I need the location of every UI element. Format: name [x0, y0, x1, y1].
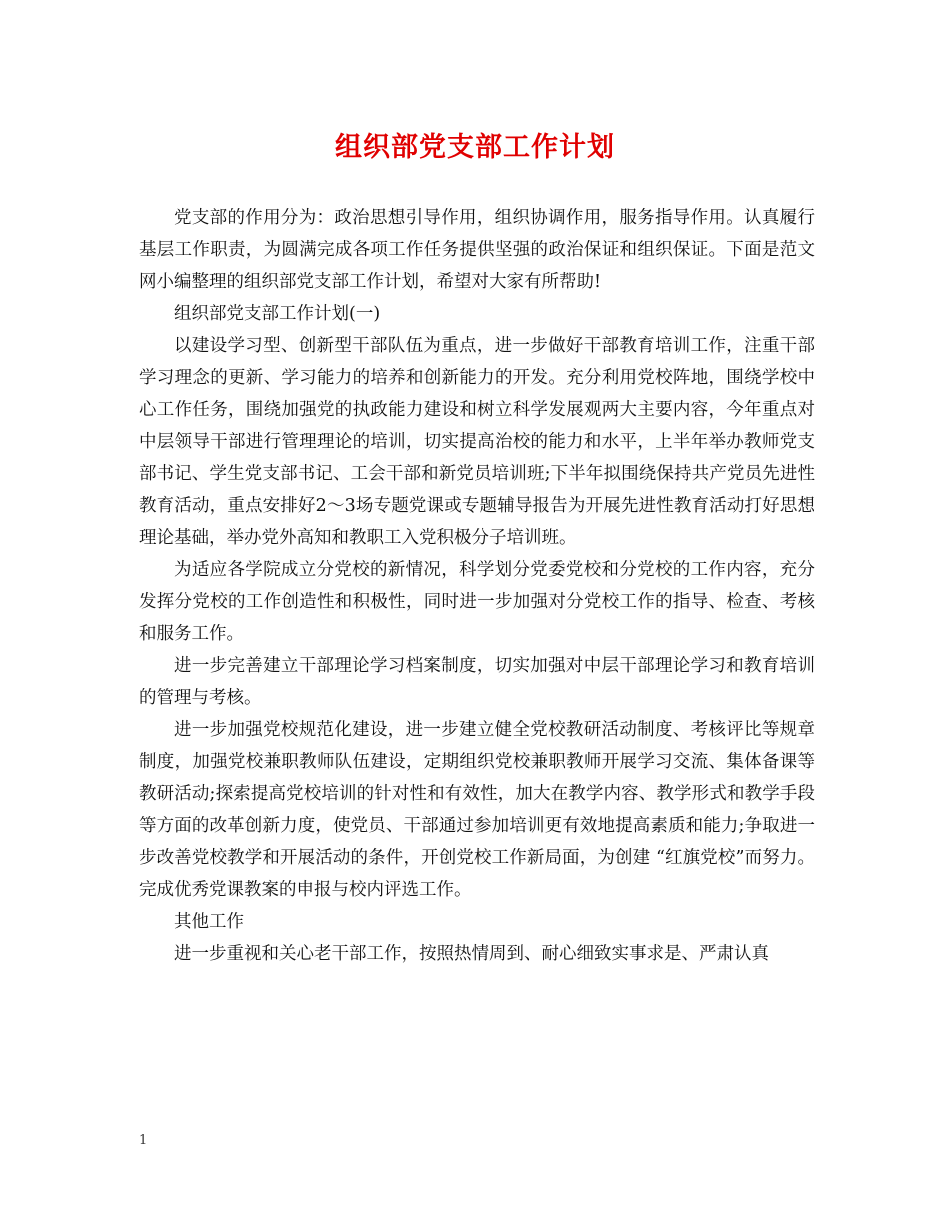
- section-heading-other-work: 其他工作: [174, 912, 244, 932]
- paragraph-archive-system: 进一步完善建立干部理论学习档案制度，切实加强对中层干部理论学习和教育培训的管理与考核。: [139, 656, 815, 708]
- paragraph-standardization: 进一步加强党校规范化建设，进一步建立健全党校教研活动制度、考核评比等规章制度，加强党校兼职教师队伍建设，定期组织党校兼职教师开展学习交流、集体备课等教研活动;探索提高党校培训的针对性和有效性，加大在教学内容、教学形式和教学手段等方面的改革创新力度，使党员、干部通过参加培训更有效地提高素质和能力;争取进一步改善党校教学和开展活动的条件，开创党校工作新局面，为创建 “红旗党校”而努力。完成优秀党课教案的申报与校内评选工作。: [139, 720, 815, 900]
- section-heading-plan-1: 组织部党支部工作计划(一): [174, 304, 381, 324]
- paragraph-branch-schools: 为适应各学院成立分党校的新情况，科学划分党委党校和分党校的工作内容，充分发挥分党校的工作创造性和积极性，同时进一步加强对分党校工作的指导、检查、考核和服务工作。: [139, 560, 815, 644]
- paragraph-training: 以建设学习型、创新型干部队伍为重点，进一步做好干部教育培训工作，注重干部学习理念的更新、学习能力的培养和创新能力的开发。充分利用党校阵地，围绕学校中心工作任务，围绕加强党的执政能力建设和树立科学发展观两大主要内容，今年重点对中层领导干部进行管理理论的培训，切实提高治校的能力和水平，上半年举办教师党支部书记、学生党支部书记、工会干部和新党员培训班;下半年拟围绕保持共产党员先进性教育活动，重点安排好2～3场专题党课或专题辅导报告为开展先进性教育活动打好思想理论基础，举办党外高知和教职工入党积极分子培训班。: [139, 336, 815, 548]
- page-number: 1: [139, 1133, 148, 1148]
- document-title: 组织部党支部工作计划: [335, 132, 615, 163]
- document-body: [139, 202, 815, 970]
- paragraph-veteran-cadres: 进一步重视和关心老干部工作，按照热情周到、耐心细致实事求是、严肃认真: [174, 944, 769, 964]
- paragraph-intro: 党支部的作用分为：政治思想引导作用，组织协调作用，服务指导作用。认真履行基层工作职责，为圆满完成各项工作任务提供坚强的政治保证和组织保证。下面是范文网小编整理的组织部党支部工作计划，希望对大家有所帮助!: [139, 208, 815, 292]
